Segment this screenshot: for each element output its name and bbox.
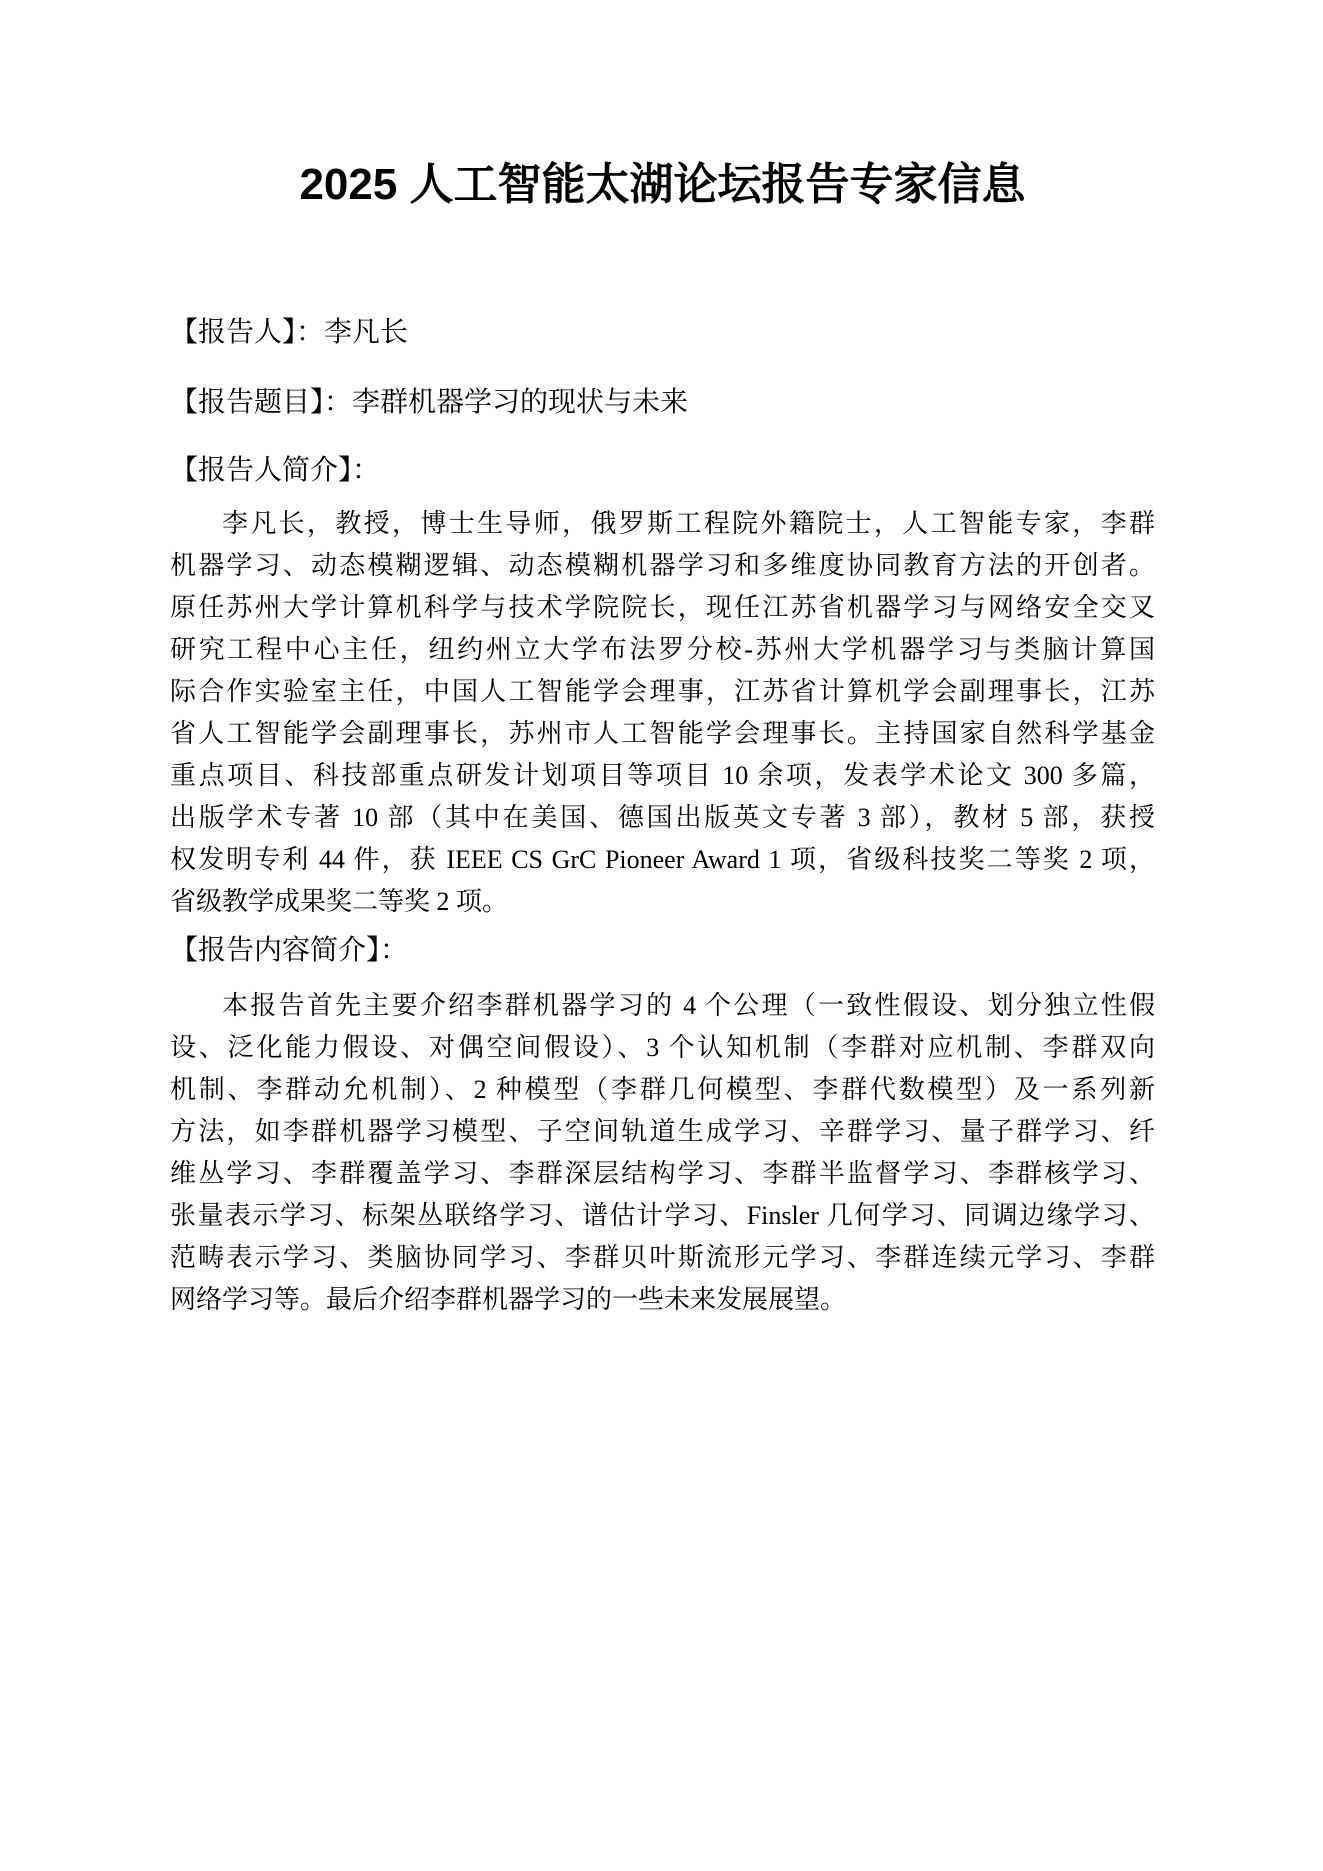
bio-line: 际合作实验室主任，中国人工智能学会理事，江苏省计算机学会副理事长，江苏 [170,677,1155,706]
content-line: 维丛学习、李群覆盖学习、李群深层结构学习、李群半监督学习、李群核学习、 [170,1159,1155,1188]
bio-line: 李凡长，教授，博士生导师，俄罗斯工程院外籍院士，人工智能专家，李群 [222,509,1155,538]
content-line: 范畴表示学习、类脑协同学习、李群贝叶斯流形元学习、李群连续元学习、李群 [170,1243,1155,1272]
document-title: 2025 人工智能太湖论坛报告专家信息 [299,160,1026,209]
content-line: 方法，如李群机器学习模型、子空间轨道生成学习、辛群学习、量子群学习、纤 [170,1117,1155,1146]
bio-line: 研究工程中心主任，纽约州立大学布法罗分校-苏州大学机器学习与类脑计算国 [170,635,1155,664]
speaker-name: 李凡长 [324,317,409,348]
content-paragraph [170,985,1155,1321]
content-line: 机制、李群动允机制）、2 种模型（李群几何模型、李群代数模型）及一系列新 [170,1075,1155,1104]
content-section-label: 【报告内容简介】： [170,935,409,966]
content-line: 本报告首先主要介绍李群机器学习的 4 个公理（一致性假设、划分独立性假 [222,991,1155,1020]
bio-section-label: 【报告人简介】： [170,455,381,486]
bio-line: 机器学习、动态模糊逻辑、动态模糊机器学习和多维度协同教育方法的开创者。 [170,551,1155,580]
bio-line: 权发明专利 44 件，获 IEEE CS GrC Pioneer Award 1 项，省级科技奖二等奖 2 项， [170,845,1155,874]
speaker-line [170,313,1155,353]
bio-paragraph [170,503,1155,923]
bio-line: 省人工智能学会副理事长，苏州市人工智能学会理事长。主持国家自然科学基金 [170,719,1155,748]
topic-line [170,383,1155,423]
bio-line: 出版学术专著 10 部（其中在美国、德国出版英文专著 3 部），教材 5 部，获授 [170,803,1155,832]
topic-title: 李群机器学习的现状与未来 [352,387,689,418]
bio-line: 省级教学成果奖二等奖 2 项。 [170,887,509,916]
content-line: 网络学习等。最后介绍李群机器学习的一些未来发展展望。 [170,1285,847,1314]
content-line: 张量表示学习、标架丛联络学习、谱估计学习、Finsler 几何学习、同调边缘学习、 [170,1201,1155,1230]
speaker-label: 【报告人】： [170,317,325,348]
bio-line: 重点项目、科技部重点研发计划项目等项目 10 余项，发表学术论文 300 多篇， [170,761,1155,790]
content-line: 设、泛化能力假设、对偶空间假设）、3 个认知机制（李群对应机制、李群双向 [170,1033,1155,1062]
document-content [170,0,1155,1321]
topic-label: 【报告题目】： [170,387,353,418]
bio-line: 原任苏州大学计算机科学与技术学院院长，现任江苏省机器学习与网络安全交叉 [170,593,1155,622]
